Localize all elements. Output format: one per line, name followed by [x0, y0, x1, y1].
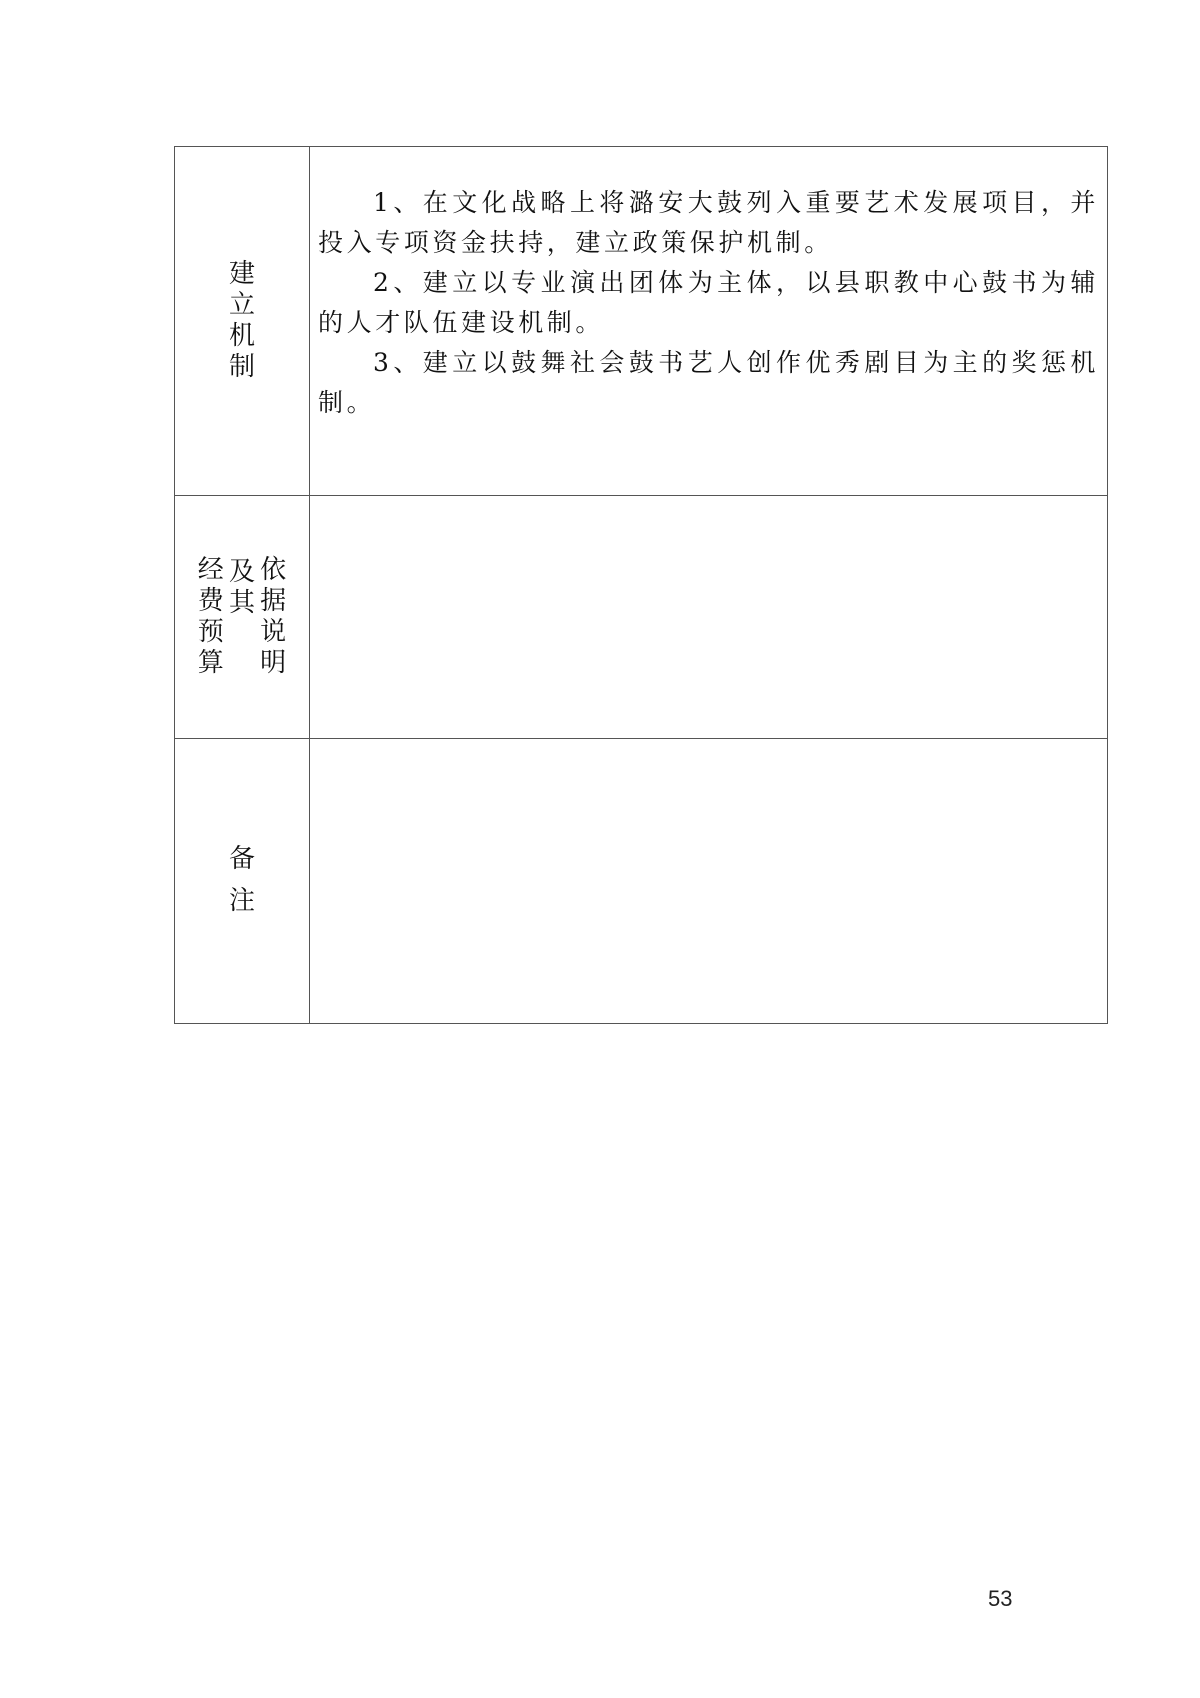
- project-form-table: [174, 146, 1108, 1024]
- budget-label-col-3: 依据说明: [260, 554, 287, 679]
- page-number: 53: [988, 1586, 1013, 1611]
- mechanism-paragraph-3: 3、建立以鼓舞社会鼓书艺人创作优秀剧目为主的奖惩机制。: [318, 348, 1099, 417]
- row-label-mechanism: 建立机制: [228, 258, 255, 383]
- table-row-notes: [175, 739, 1108, 1024]
- budget-label-col-2: 及其: [228, 556, 255, 618]
- budget-label-col-1: 经费预算: [197, 554, 224, 679]
- row-label-notes: 备注: [228, 844, 255, 916]
- content-cell-notes: [310, 739, 1108, 1024]
- content-cell-budget: [310, 496, 1108, 739]
- table-row-budget: [175, 496, 1108, 739]
- label-cell-notes: [175, 739, 310, 1024]
- mechanism-paragraph-2: 2、建立以专业演出团体为主体，以县职教中心鼓书为辅的人才队伍建设机制。: [318, 268, 1099, 337]
- label-cell-budget: [175, 496, 310, 739]
- label-cell-mechanism: [175, 147, 310, 496]
- row-label-budget: [195, 555, 289, 680]
- mechanism-paragraph-1: 1、在文化战略上将潞安大鼓列入重要艺术发展项目，并投入专项资金扶持，建立政策保护机制。: [318, 188, 1099, 257]
- content-cell-mechanism: [310, 147, 1108, 496]
- table-row-mechanism: [175, 147, 1108, 496]
